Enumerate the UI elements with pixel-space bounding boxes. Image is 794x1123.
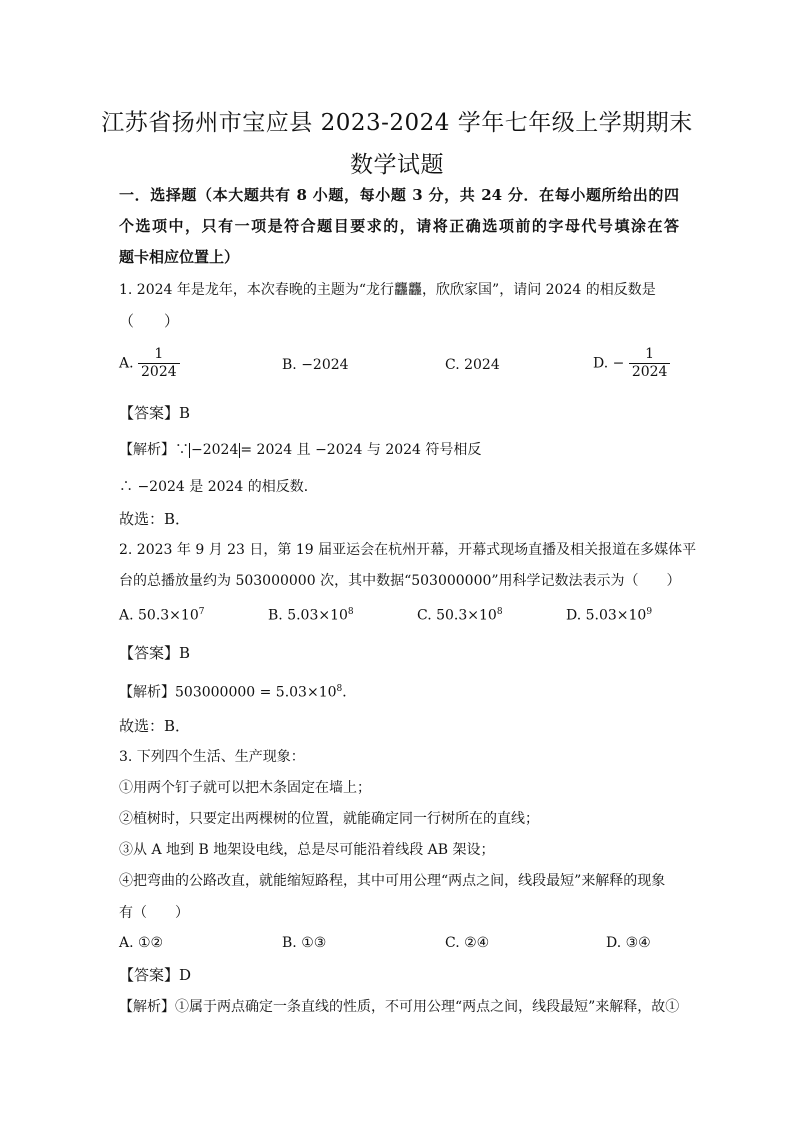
fraction-denominator: 2024 [629, 363, 671, 381]
q1-option-c: C. 2024 [445, 357, 500, 373]
option-text: A. 50.3×10 [119, 607, 199, 624]
analysis-end: ． [342, 684, 357, 701]
exponent: 8 [347, 607, 354, 617]
q1-analysis [119, 440, 679, 460]
q3-item-4-line2: 有（ ） [119, 905, 189, 921]
exponent: 7 [198, 607, 205, 617]
analysis-text: = 2024 且 −2024 与 2024 符号相反 [240, 442, 482, 458]
q1-option-a-label: A. [119, 355, 134, 372]
q1-stem-line1: 1. 2024 年是龙年，本次春晚的主题为“龙行龘龘，欣欣家国”，请问 2024 的相反数是 [119, 282, 656, 298]
fraction-denominator: 2024 [138, 363, 180, 381]
q3-option-c: C. ②④ [445, 935, 490, 951]
q1-conclusion: 故选：B． [119, 510, 191, 528]
q3-option-a: A. ①② [119, 935, 164, 951]
option-text: C. 50.3×10 [417, 607, 497, 624]
q1-option-d-fraction [629, 346, 671, 381]
q3-option-d: D. ③④ [606, 935, 651, 951]
q3-option-b: B. ①③ [282, 935, 327, 951]
q2-answer: 【答案】B [119, 644, 191, 662]
exponent: 9 [646, 607, 653, 617]
option-text: D. 5.03×10 [566, 607, 647, 624]
q1-option-d [593, 346, 670, 381]
exponent: 8 [336, 684, 343, 694]
q1-option-d-label: D. − [593, 355, 625, 372]
page-title: 江苏省扬州市宝应县 2023-2024 学年七年级上学期期末 [101, 110, 693, 136]
q2-analysis [119, 679, 679, 703]
q2-option-c [417, 607, 503, 624]
q2-conclusion: 故选：B． [119, 717, 191, 735]
option-text: B. 5.03×10 [268, 607, 348, 624]
exponent: 8 [496, 607, 503, 617]
section-heading-line3: 题卡相应位置上） [119, 248, 240, 266]
q2-option-a [119, 607, 204, 624]
q3-item-2: ②植树时，只要定出两棵树的位置，就能确定同一行树所在的直线； [119, 811, 539, 827]
q1-analysis-line2: ∴ −2024 是 2024 的相反数． [119, 479, 318, 495]
q1-option-a-fraction [138, 346, 180, 381]
analysis-text: 【解析】503000000 = 5.03×10 [119, 684, 337, 701]
q2-stem-line1: 2. 2023 年 9 月 23 日，第 19 届亚运会在杭州开幕，开幕式现场直播及相关报道在多媒体平 [119, 542, 697, 558]
q3-stem: 3. 下列四个生活、生产现象： [119, 749, 305, 765]
section-heading-line1: 一．选择题（本大题共有 8 小题，每小题 3 分，共 24 分．在每小题所给出的四 [119, 186, 679, 204]
fraction-numerator: 1 [645, 346, 655, 362]
q2-stem-line2: 台的总播放量约为 503000000 次，其中数据“503000000”用科学记数法表示为（ ） [119, 573, 681, 589]
q3-analysis: 【解析】①属于两点确定一条直线的性质，不可用公理“两点之间，线段最短”来解释，故① [119, 999, 680, 1015]
q1-answer: 【答案】B [119, 404, 191, 422]
q1-option-a [119, 346, 180, 381]
fraction-numerator: 1 [154, 346, 164, 362]
q3-answer: 【答案】D [119, 966, 192, 984]
q2-option-d [566, 607, 652, 624]
q1-stem-line2: （ ） [119, 312, 180, 330]
section-heading-line2: 个选项中，只有一项是符合题目要求的，请将正确选项前的字母代号填涂在答 [119, 217, 679, 235]
analysis-label: 【解析】∵ [119, 442, 189, 458]
q3-item-1: ①用两个钉子就可以把木条固定在墙上； [119, 780, 371, 796]
q1-option-b: B. −2024 [282, 357, 349, 373]
absolute-value: −2024 [191, 442, 239, 458]
q3-item-4-line1: ④把弯曲的公路改直，就能缩短路程，其中可用公理“两点之间，线段最短”来解释的现象 [119, 873, 666, 889]
q3-item-3: ③从 A 地到 B 地架设电线，总是尽可能沿着线段 AB 架设； [119, 842, 495, 858]
page-subtitle: 数学试题 [350, 152, 444, 178]
q2-option-b [268, 607, 354, 624]
